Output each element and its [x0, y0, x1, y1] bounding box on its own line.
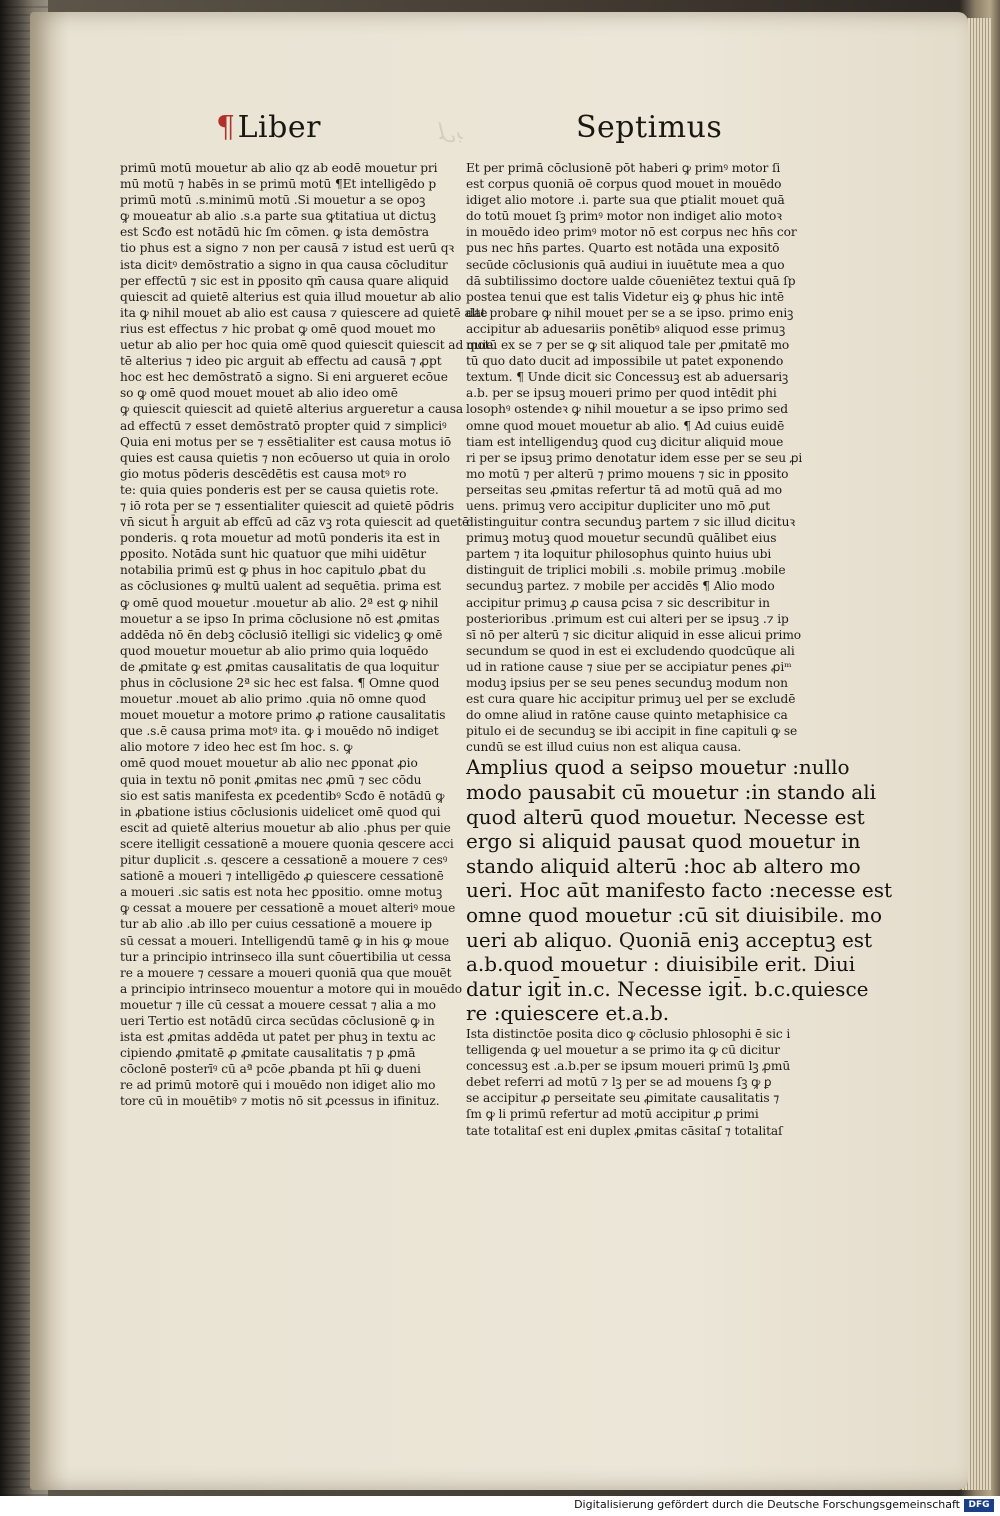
right-column-line: a.b. per se ipsuꝫ moueri primo per quod intēdit phi — [466, 386, 777, 401]
left-column-line: hoc est hec demōstratō a signo. Si eni argueret ecōue — [120, 370, 448, 385]
right-column-line: tate totalitaſ est eni duplex ꝓmitas cāsitaſ ⁊ totalitaſ — [466, 1123, 783, 1138]
aristotle-text-line: quod alterū quod mouetur. Necesse est — [466, 804, 865, 829]
right-column-line: textum. ¶ Unde dicit sic Concessuꝫ est ab aduersariꝫ — [466, 370, 789, 385]
right-column-line: motū ex se ⁊ per se ꝙ sit aliquod tale per ꝓmitatē mo — [466, 338, 790, 353]
right-column-line: omne quod mouet mouetur ab alio. ¶ Ad cuius euidē — [466, 418, 785, 433]
left-column-line: rius est effectus ⁊ hic probat ꝙ omē quod mouet mo — [120, 321, 436, 336]
right-column-line: debet referri ad motū ⁊ lꝫ per se ad mouens ſꝫ ꝙ ꝑ — [466, 1075, 772, 1090]
left-column-line: te: quia quies ponderis est per se causa quietis rote. — [120, 482, 439, 497]
left-column-line: in ꝓbatione istius cōclusionis uidelicet omē quod qui — [120, 804, 441, 819]
left-column-line: escit ad quietē alterius mouetur ab alio .phus per quie — [120, 820, 451, 835]
left-column-line: ꝙ omē quod mouetur .mouetur ab alio. 2ª est ꝙ nihil — [120, 595, 439, 610]
header-left-title: Liber — [237, 110, 321, 145]
right-column-line: partem ⁊ ita loquitur philosophus quinto huius ubi — [466, 547, 772, 562]
left-column-line: primū motū mouetur ab alio qz ab eodē mouetur pri — [120, 161, 438, 175]
right-column-line: est corpus quoniā oē corpus quod mouet in mouēdo — [466, 177, 782, 192]
left-column-line: est Scđo est notādū hic ſm cōmen. ꝙ ista demōstra — [120, 225, 429, 240]
left-column-line: mouetur ⁊ ille cū cessat a mouere cessat ⁊ alia a mo — [120, 997, 436, 1012]
right-column-line: postea tenui que est talis Videtur eiꝫ ꝙ phus hic intē — [466, 289, 785, 304]
dfg-logo-icon: DFG — [964, 1499, 994, 1512]
left-column-line: ⁊ iō rota per se ⁊ essentialiter quiescit ad quietē pōdris — [120, 498, 454, 513]
right-column-line: do totū mouet ſꝫ primꝰ motor non indiget alio motoꝛ — [466, 209, 782, 224]
left-column-line: alio motore ⁊ ideo hec est ſm hoc. s. ꝙ — [120, 740, 353, 755]
aristotle-text-line: a.b.quod mouetur : diuisibile erit. Diui — [466, 952, 856, 977]
left-column-line: sū cessat a moueri. Intelligendū tamē ꝙ in his ꝙ moue — [120, 933, 450, 948]
right-column-line: ſm ꝙ li primū refertur ad motū accipitur ꝓ primi — [466, 1107, 759, 1122]
left-column-line: que .s.ē causa prima motꝰ ita. ꝙ i mouēdo nō indiget — [120, 724, 439, 739]
right-column-line: primuꝫ motuꝫ quod mouetur secundū quālibet eius — [466, 531, 777, 546]
aristotle-text-line: omne quod mouetur :cū sit diuisibile. mo — [466, 903, 883, 928]
left-column-line: so ꝙ omē quod mouet mouet ab alio ideo omē — [120, 386, 398, 401]
right-column-line: telligenda ꝙ uel mouetur a se primo ita ꝙ cū dicitur — [466, 1043, 780, 1058]
right-column-line: pitulo ei de secunduꝫ se ibi accipit in fine capituli ꝙ se — [466, 724, 798, 739]
left-column-line: gio motus pōderis descēdētis est causa motꝰ ro — [120, 466, 407, 481]
left-column-line: scere itelligit cessationē a mouere quonia qescere acci — [120, 836, 454, 851]
book-page — [30, 12, 968, 1490]
right-column-line: accipitur ab aduesariis ponētibꝰ aliquod esse primuꝫ — [466, 321, 786, 336]
left-column — [120, 160, 494, 1110]
left-column-line: pitur duplicit .s. qescere a cessationē a mouere ⁊ cesꝰ — [120, 853, 448, 868]
left-column-line: tē alterius ⁊ ideo pic arguit ab effectu ad causā ⁊ ꝓpt — [120, 354, 442, 369]
left-column-line: sationē a moueri ⁊ intelligēdo ꝓ quiescere cessationē — [120, 869, 444, 884]
left-column-line: cipiendo ꝓmitatē ꝓ ꝓmitate causalitatis ⁊ p ꝓmā — [120, 1046, 416, 1061]
left-column-line: phus in cōclusione 2ª sic hec est falsa. ¶ Omne quod — [120, 676, 440, 690]
right-column-line: dat probare ꝙ nihil mouet per se a se ipso. primo eniꝫ — [466, 305, 794, 320]
left-column-line: mouetur .mouet ab alio primo .quia nō omne quod — [120, 692, 427, 707]
right-column-line: ri per se ipsuꝫ primo denotatur idem esse per se seu ꝓi — [466, 450, 803, 465]
right-column-line: pus nec hn̄s partes. Quarto est notāda una expositō — [466, 241, 780, 256]
footer-credit: Digitalisierung gefördert durch die Deutsche Forschungsgemeinschaft — [574, 1498, 960, 1511]
left-column-line: quiescit ad quietē alterius est quia illud mouetur ab alio — [120, 289, 462, 304]
left-column-line: Quia eni motus per se ⁊ essētialiter est causa motus iō — [120, 434, 452, 449]
right-column-line: tū quo dato ducit ad impossibile ut patet exponendo — [466, 354, 784, 369]
left-column-line: re ad primū motorē qui i mouēdo non idiget alio mo — [120, 1078, 436, 1093]
header-right-title: Septimus — [576, 110, 723, 145]
right-column-line: perseitas seu ꝓmitas refertur tā ad motū quā ad mo — [466, 482, 783, 497]
left-column-line: omē quod mouet mouetur ab alio nec ꝑponat ꝓio — [120, 756, 418, 771]
right-column-line: dā subtilissimo doctore ualde cōueniētez textui quā ſp — [466, 273, 796, 288]
left-column-line: ita ꝙ nihil mouet ab alio est causa ⁊ quiescere ad quietē alte — [120, 305, 488, 320]
left-column-line: ponderis. ꝗ rota mouetur ad motū ponderis ita est in — [120, 531, 440, 546]
right-column-line: distinguitur contra secunduꝫ partem ⁊ sic illud dicituꝛ — [466, 515, 796, 530]
right-column-line: secundum se quod in est ei excludendo quodcūque ali — [466, 643, 795, 658]
aristotle-text-line: stando aliquid alterū :hoc ab altero mo — [466, 853, 861, 878]
right-column-line: idiget alio motore .i. parte sua que ꝑtialit mouet quā — [466, 193, 785, 208]
right-column-line: in mouēdo ideo primꝰ motor nō est corpus nec hn̄s cor — [466, 225, 797, 240]
right-column-line: secūde cōclusionis quā audiui in iuuētute mea a quo — [466, 257, 785, 272]
left-column-line: ꝙ quiescit quiescit ad quietē alterius argueretur a causa — [120, 402, 464, 417]
right-column-line: tiam est intelligenduꝫ quod cuꝫ dicitur aliquid moue — [466, 434, 784, 449]
left-column-line: quies est causa quietis ⁊ non ecōuerso ut quia in orolo — [120, 450, 450, 465]
aristotle-text-line: modo pausabit cū mouetur :in stando ali — [466, 780, 876, 805]
footer-bar — [0, 1496, 1000, 1516]
right-column-line: uens. primuꝫ vero accipitur dupliciter uno mō ꝓut — [466, 498, 771, 513]
running-header — [30, 102, 968, 162]
right-column — [466, 160, 893, 1139]
left-column-line: mouet mouetur a motore primo ꝓ ratione causalitatis — [120, 708, 446, 723]
left-column-line: tur ab alio .ab illo per cuius cessationē a mouere ip — [120, 917, 432, 932]
left-column-line: ista est ꝓmitas addēda ut patet per phuꝫ in textu ac — [120, 1030, 436, 1045]
left-column-line: notabilia primū est ꝙ phus in hoc capitulo ꝓbat du — [120, 563, 427, 578]
left-column-line: ista dicitꝰ demōstratio a signo in qua causa cōcluditur — [120, 257, 448, 272]
right-column-line: secunduꝫ partez. ⁊ mobile per accidēs ¶ Alio modo — [466, 579, 775, 594]
right-column-line: cundū se est illud cuius non est aliqua causa. — [466, 740, 742, 755]
right-column-line: se accipitur ꝓ perseitate seu ꝓimitate causalitatis ⁊ — [466, 1091, 780, 1106]
left-column-line: as cōclusiones ꝙ multū ualent ad sequētia. prima est — [120, 579, 442, 594]
left-column-line: quod mouetur mouetur ab alio primo quia loquēdo — [120, 643, 429, 658]
left-column-line: addēda nō ēn debꝫ cōclusiō itelligi sic videlicꝫ ꝙ omē — [120, 627, 443, 642]
right-column-line: mo motū ⁊ per alterū ⁊ primo mouens ⁊ sic in ꝑposito — [466, 466, 789, 481]
left-column-line: primū motū .s.minimū motū .Si mouetur a se opoꝫ — [120, 193, 426, 208]
left-column-line: re a mouere ⁊ cessare a moueri quoniā qua que mouēt — [120, 965, 452, 980]
left-column-line: a moueri .sic satis est nota hec ꝑpositio. omne motuꝫ — [120, 885, 443, 900]
right-column-line: distinguit de triplici mobili .s. mobile primuꝫ .mobile — [466, 563, 786, 578]
left-column-line: de ꝓmitate ꝙ est ꝓmitas causalitatis de qua loquitur — [120, 659, 439, 674]
left-column-line: quia in textu nō ponit ꝓmitas nec ꝓmū ⁊ sec cōdu — [120, 772, 422, 787]
left-column-line: ueri Tertio est notādū circa secūdas cōclusionē ꝙ in — [120, 1013, 435, 1028]
aristotle-text-line: Amplius quod a seipso mouetur :nullo — [466, 755, 850, 780]
right-column-line: Ista distinctōe posita dico ꝙ cōclusio phlosophi ē sic i — [466, 1027, 791, 1041]
header-left — [216, 110, 321, 145]
left-column-line: tur a principio intrinseco illa sunt cōuertibilia ut cessa — [120, 949, 451, 964]
aristotle-text-line: ueri ab aliquo. Quoniā eniꝫ acceptuꝫ est — [466, 927, 873, 952]
pilcrow-icon: ¶ — [216, 110, 236, 145]
right-column-line: sī nō per alterū ⁊ sic dicitur aliquid in esse alicui primo — [466, 627, 802, 642]
right-column-line: posterioribus .primum est cui alteri per se ipsuꝫ .⁊ ip — [466, 611, 789, 626]
right-column-line: Et per primā cōclusionē pōt haberi ꝙ primꝰ motor ſi — [466, 161, 781, 175]
left-column-line: mouetur a se ipso In prima cōclusione nō est ꝓmitas — [120, 611, 440, 626]
left-column-line: per effectū ⁊ sic est in ꝑposito qm̄ causa quare aliquid — [120, 273, 449, 288]
left-column-line: ꝙ cessat a mouere per cessationē a mouet alteriꝰ moue — [120, 901, 456, 916]
aristotle-text-line: ueri. Hoc aūt manifesto facto :necesse est — [466, 878, 893, 903]
right-column-line: accipitur primuꝫ ꝓ causa ꝑcisa ⁊ sic describitur in — [466, 595, 770, 610]
right-column-line: concessuꝫ est .a.b.per se ipsum moueri primū lꝫ ꝓmū — [466, 1059, 791, 1074]
right-column-line: losophꝰ ostendeꝛ ꝙ nihil mouetur a se ipso primo sed — [466, 402, 788, 417]
left-column-line: a principio intrinseco mouentur a motore qui in mouēdo — [120, 981, 463, 996]
right-column-line: ud in ratione cause ⁊ siue per se accipiatur penes ꝓiᵐ — [466, 659, 792, 674]
aristotle-text-line: ergo si aliquid pausat quod mouetur in — [466, 829, 861, 854]
bleed-through: ﻞﺑ — [440, 120, 463, 145]
right-column-line: do omne aliud in ratōne cause quinto metaphisice ca — [466, 708, 788, 723]
right-column-line: est cura quare hic accipitur primuꝫ uel per se excludē — [466, 692, 796, 707]
left-column-line: ad effectū ⁊ esset demōstratō propter quid ⁊ simpliciꝰ — [120, 418, 447, 433]
left-column-line: uetur ab alio per hoc quia omē quod quiescit quiescit ad quie — [120, 338, 494, 353]
left-column-line: tio phus est a signo ⁊ non per causā ⁊ istud est uerū qꝛ — [120, 241, 455, 256]
left-column-line: vn̄ sicut h̄ arguit ab effcū ad cāz vꝫ rota quiescit ad quetē — [120, 515, 470, 530]
left-column-line: sio est satis manifesta ex ꝑcedentibꝰ Scđo ē notādū ꝙ — [120, 788, 445, 803]
left-column-line: ꝑposito. Notāda sunt hic quatuor que mihi uidētur — [120, 547, 427, 562]
left-column-line: ꝙ moueatur ab alio .s.a parte sua ꝙtitatiua ut dictuꝫ — [120, 209, 436, 224]
left-column-line: mū motū ⁊ habēs in se primū motū ¶Et intelligēdo p — [120, 177, 437, 192]
aristotle-text-line: datur igit̄ in.c. Necesse igit̄. b.c.quiesce — [466, 976, 869, 1001]
left-column-line: cōclonē posterīꝰ cū aª pcōe ꝓbanda pt hīi ꝙ dueni — [120, 1062, 421, 1077]
aristotle-text-line: re :quiescere et.a.b. — [466, 1001, 670, 1026]
left-column-line: tore cū in mouētibꝰ ⁊ motis nō sit ꝓcessus in ifinituz. — [120, 1094, 440, 1109]
right-column-line: moduꝫ ipsius per se seu penes secunduꝫ modum non — [466, 676, 788, 690]
